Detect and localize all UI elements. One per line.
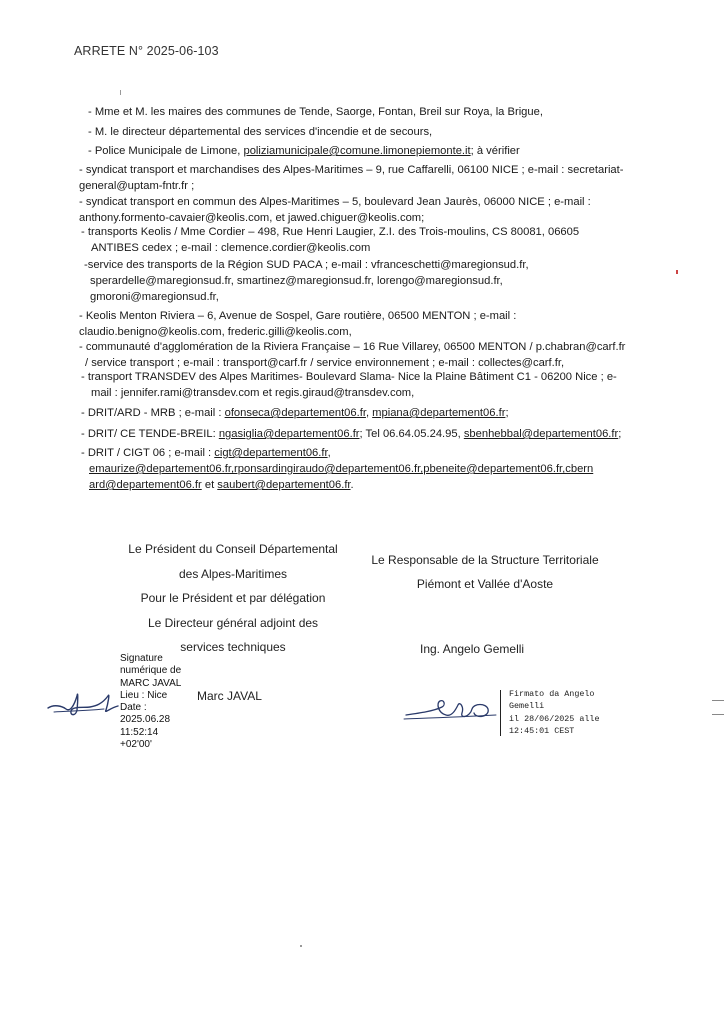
- scan-speck: [120, 90, 121, 95]
- left-signatory-title: Le Président du Conseil Départemental des Alpes-Maritimes Pour le Président et par délégation Le Directeur général adjoint des services techniques: [128, 542, 338, 654]
- email-link[interactable]: mpiana@departement06.fr: [372, 407, 506, 419]
- list-item: - DRIT / CIGT 06 ; e-mail : cigt@departement06.fr, emaurize@departement06.fr,rponsardingiraudo@departement06.fr,pbeneite@departement06.fr,cbern ard@departement06.fr et saubert@departement06.fr.: [81, 447, 594, 491]
- email-link[interactable]: emaurize@departement06.fr,rponsardingiraudo@departement06.fr,pbeneite@departement06.fr,cbern: [89, 463, 594, 475]
- list-item: - DRIT/ CE TENDE-BREIL: ngasiglia@departement06.fr; Tel 06.64.05.24.95, sbenhebbal@departement06.fr;: [81, 428, 622, 440]
- scan-edge-mark: [712, 714, 724, 715]
- scan-speck: [300, 945, 302, 947]
- list-item: - transport TRANSDEV des Alpes Maritimes- Boulevard Slama- Nice la Plaine Bâtiment C1 - 06200 Nice ; e- mail : jennifer.rami@transdev.com et regis.giraud@transdev.com,: [81, 371, 617, 399]
- list-item: - transports Keolis / Mme Cordier – 498, Rue Henri Laugier, Z.I. des Trois-moulins, CS 80081, 06605 ANTIBES cedex ; e-mail : clemence.cordier@keolis.com: [81, 226, 580, 254]
- email-link[interactable]: ard@departement06.fr: [89, 479, 202, 491]
- left-digital-signature-stamp: Signature numérique de MARC JAVAL Lieu : Nice Date : 2025.06.28 11:52:14 +02'00': [120, 653, 182, 751]
- list-item: - M. le directeur départemental des services d'incendie et de secours,: [88, 126, 433, 138]
- email-link[interactable]: ngasiglia@departement06.fr: [218, 428, 360, 440]
- list-item: - Keolis Menton Riviera – 6, Avenue de Sospel, Gare routière, 06500 MENTON ; e-mail : claudio.benigno@keolis.com, frederic.gilli@keolis.com,: [79, 310, 517, 338]
- list-item: -service des transports de la Région SUD PACA ; e-mail : vfranceschetti@maregionsud.fr, sperardelle@maregionsud.fr, smartinez@maregionsud.fr, lorengo@maregionsud.fr, gmoroni@maregionsud.fr,: [84, 259, 529, 303]
- email-link[interactable]: sbenhebbal@departement06.fr: [463, 428, 619, 440]
- decree-reference: ARRETE N° 2025-06-103: [74, 44, 219, 58]
- distribution-list: [0, 0, 724, 500]
- handwritten-signature-left: [44, 682, 124, 722]
- list-item: - communauté d'agglomération de la Riviera Française – 16 Rue Villarey, 06500 MENTON / p.chabran@carf.fr / service transport ; e-mail : transport@carf.fr / service environnement ; e-mail : collectes@carf.fr,: [79, 341, 626, 369]
- list-item: - syndicat transport et marchandises des Alpes-Maritimes – 9, rue Caffarelli, 06100 NICE ; e-mail : secretariat- general@uptam-fntr.fr ;: [79, 164, 624, 192]
- signature-divider: [500, 690, 501, 736]
- list-item: - Mme et M. les maires des communes de Tende, Saorge, Fontan, Breil sur Roya, la Brigue,: [88, 106, 543, 118]
- email-link[interactable]: ofonseca@departement06.fr: [224, 407, 366, 419]
- left-signer-name: Marc JAVAL: [197, 689, 262, 703]
- right-signatory-title: Le Responsable de la Structure Territoriale Piémont et Vallée d'Aoste: [371, 553, 599, 591]
- list-item: - DRIT/ARD - MRB ; e-mail : ofonseca@departement06.fr, mpiana@departement06.fr;: [81, 407, 509, 419]
- list-item: - syndicat transport en commun des Alpes-Maritimes – 5, boulevard Jean Jaurès, 06000 NICE ; e-mail : anthony.formento-cavaier@keolis.com, et jawed.chiguer@keolis.com;: [79, 196, 591, 224]
- email-link[interactable]: saubert@departement06.fr: [217, 479, 351, 491]
- right-signer-name: Ing. Angelo Gemelli: [420, 642, 525, 656]
- list-item: - Police Municipale de Limone, poliziamunicipale@comune.limonepiemonte.it; à vérifier: [88, 145, 520, 157]
- scan-speck: [676, 270, 678, 274]
- email-link[interactable]: cigt@departement06.fr: [214, 447, 328, 459]
- handwritten-signature-right: [400, 695, 500, 727]
- scan-edge-mark: [712, 700, 724, 701]
- email-link[interactable]: poliziamunicipale@comune.limonepiemonte.it: [243, 145, 471, 157]
- right-digital-signature-stamp: Firmato da Angelo Gemelli il 28/06/2025 alle 12:45:01 CEST: [509, 689, 600, 737]
